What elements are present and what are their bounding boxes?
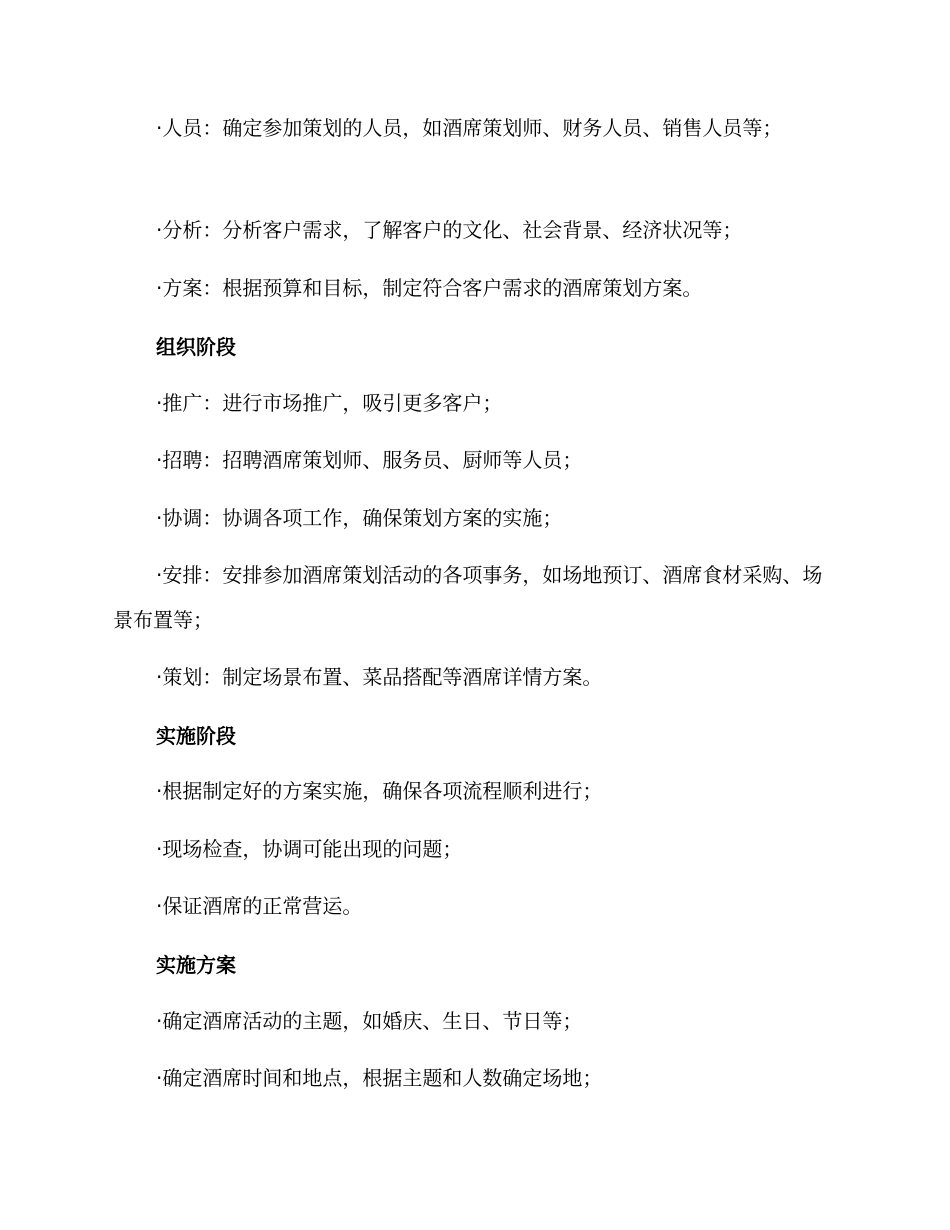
paragraph-planning: ·策划：制定场景布置、菜品搭配等酒席详情方案。: [156, 665, 603, 689]
paragraph-theme: ·确定酒席活动的主题，如婚庆、生日、节日等；: [156, 1009, 583, 1033]
paragraph-coordination: ·协调：协调各项工作，确保策划方案的实施；: [156, 506, 563, 530]
paragraph-analysis: ·分析：分析客户需求，了解客户的文化、社会背景、经济状况等；: [156, 218, 743, 242]
paragraph-normal-operation: ·保证酒席的正常营运。: [156, 894, 363, 918]
paragraph-arrangement: ·安排：安排参加酒席策划活动的各项事务，如场地预订、酒席食材采购、场景布置等；: [113, 563, 823, 632]
heading-implementation-stage: 实施阶段: [156, 724, 236, 748]
paragraph-personnel: ·人员：确定参加策划的人员，如酒席策划师、财务人员、销售人员等；: [156, 116, 783, 140]
heading-implementation-plan: 实施方案: [156, 953, 236, 977]
paragraph-recruitment: ·招聘：招聘酒席策划师、服务员、厨师等人员；: [156, 448, 583, 472]
heading-organization-stage: 组织阶段: [156, 335, 236, 359]
paragraph-execute-plan: ·根据制定好的方案实施，确保各项流程顺利进行；: [156, 779, 603, 803]
paragraph-promotion: ·推广：进行市场推广，吸引更多客户；: [156, 391, 503, 415]
paragraph-time-location: ·确定酒席时间和地点，根据主题和人数确定场地；: [156, 1066, 603, 1090]
paragraph-plan: ·方案：根据预算和目标，制定符合客户需求的酒席策划方案。: [156, 276, 703, 300]
paragraph-site-inspection: ·现场检查，协调可能出现的问题；: [156, 837, 463, 861]
